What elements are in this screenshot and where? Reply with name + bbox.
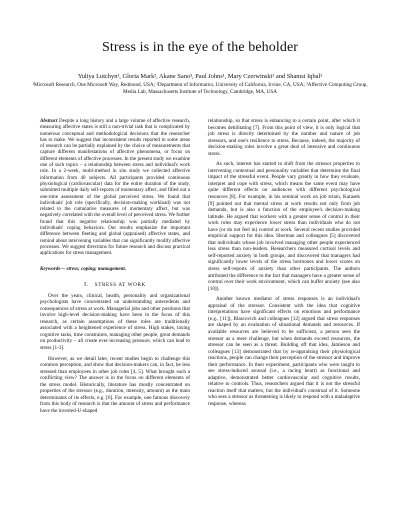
left-column bbox=[40, 118, 190, 414]
keywords-text: stress; coping; management. bbox=[66, 265, 127, 272]
section-heading bbox=[40, 282, 190, 289]
body-paragraph: relationship, so that stress is enhancing to a certain point, after which it becomes debilitating [7]. From this point of view, it is only logical that job stress is directly determined by the number and nature of job stressors, and one's resilience to stress. Because, indeed, the majority of decision-making roles involve a great deal of intensive and continuous stress. bbox=[208, 118, 360, 157]
body-paragraph: As such, interest has started to shift from the stressor properties to intervening contextual and personality variables that determine the final impact of the stressful event. People vary greatly in how they evaluate, interpret and cope with stress, which means the same event may have quite different effects on audiences with different psychological resources [8]. For example, in his seminal work on job strain, Karasek [9] pointed out that mental stress at work results not only from job demands, but is also a function of the employee's decision-making latitude. He argued that workers with a greater sense of control in their work roles may experience lower stress than individuals who do not have (or do not feel in) control at work. Several recent studies provided empirical support for this idea. Sherman and colleagues [5] discovered that individuals whose job involved managing other people experienced less stress than non-leaders. Researchers measured cortisol levels and self-reported anxiety in both groups, and discovered that managers had significantly lower levels of the stress hormones and lower scores on stress self-reports of anxiety than other participants. The authors attributed the difference to the fact that managers have a greater sense of control over their work environment, which can buffer anxiety (see also [10]). bbox=[208, 161, 360, 292]
abstract bbox=[40, 118, 190, 257]
paper-title: Stress is in the eye of the beholder bbox=[101, 40, 299, 55]
body-paragraph: Over the years, clinical, health, personality and organizational psychologists have concentrated on understanding antecedents and consequences of stress at work. Managerial jobs and other positions that involve high-level decision-making have been in the focus of this research, as certain assumptions of these roles are traditionally associated with a heightened experience of stress. High stakes, taxing cognitive tasks, time constraints, managing other people, great demands on productivity – all create ever-increasing pressure, which can lead to stress [1-3]. bbox=[40, 292, 190, 351]
abstract-text: Despite a long history and a large volume of affective research, measuring affective states is still a non-trivial task that is complicated by numerous conceptual and methodological decisions that the researcher has to make. We suggest that inconsistent results reported in some areas of research can be partially explained by the choice of measurements that capture different manifestations of affective phenomena, or focus on different elements of affective processes. In the present study we examine one of such topics – a relationship between stress and individual's work role. In a 2-week, multi-method in situ study we collected affective information from 40 subjects. All participants provided continuous physiological (cardiovascular) data for the entire duration of the study, submitted multiple daily self-reports of momentary affect, and filled out a one-time assessment of the global perceived stress. We found that individuals' job role (specifically, decision-making workload) was not related to the cumulative measures of momentary affect, but was negatively correlated with the overall level of perceived stress. We further found that this negative relationship was partially mediated by individuals' coping behaviors. Our results emphasize the important difference between fleeting and global (appraised) affective states, and remind about intervening variables that can significantly modify affective processes. We suggest directions for future research and discuss practical applications for stress management. bbox=[40, 118, 190, 257]
right-column bbox=[208, 118, 360, 408]
section-title: STRESS AT WORK bbox=[94, 282, 146, 289]
body-paragraph: However, as we detail later, recent studies begin to challenge this common perception, and show that decision-makers can, in fact, be less stressed than employees in other job roles [4, 5]. What brought such a conflicting view? The answer is in the focus on different elements of the stress model. Historically, literature has mostly concentrated on properties of the stressor (e.g., duration, intensity, amount) as the main determinants of its effects, e.g. [6]. For example, one famous discovery from this body of research is that the amount of stress and performance have the inverted-U-shaped bbox=[40, 355, 190, 414]
body-paragraph: Another known mediator of stress responses is an individual's appraisal of the stressor. Consistent with the idea that cognitive interpretations have significant effects on emotions and performance (e.g., [11]), Blascovich and colleagues [12] argued that stress responses are shaped by an evaluation of situational demands and resources. If available resources are believed to be sufficient, a person sees the stressor as a mere challenge, but when demands exceed resources, the stressor can be seen as a threat. Building off that idea, Jamieson and colleagues [13] demonstrated that by re-appraising their physiological reactions, people can change their perception of the stressor and improve their performance. In their experiment, participants who were taught to see stress-induced arousal (i.e., a racing heart) as functional and adaptive, demonstrated better cardiovascular and cognitive results, relative to controls. Thus, researchers argued that it is not the stressful reaction itself that matters, but the individual's construal of it. Someone who sees a stressor as threatening is likely to respond with a maladaptive response, whereas bbox=[208, 296, 360, 407]
keywords-label: Keywords— bbox=[40, 265, 66, 272]
affiliation-list: ¹Microsoft Research, One Microsoft Way, Redmond, USA; ²Department of Informatics, University of California, Irvine, CA, USA; ³Affective Computing Group, Media Lab, Massachusetts Institute of Technology, Cambridge, MA, USA bbox=[32, 82, 368, 95]
keywords bbox=[40, 266, 190, 273]
section-number: I. bbox=[84, 282, 89, 289]
abstract-label: Abstract bbox=[40, 118, 58, 124]
author-list: Yuliya Lutchyn¹, Gloria Mark², Akane Sano³, Paul Johns¹, Mary Czerwinski¹ and Shamsi Iqbal¹ bbox=[77, 73, 323, 80]
